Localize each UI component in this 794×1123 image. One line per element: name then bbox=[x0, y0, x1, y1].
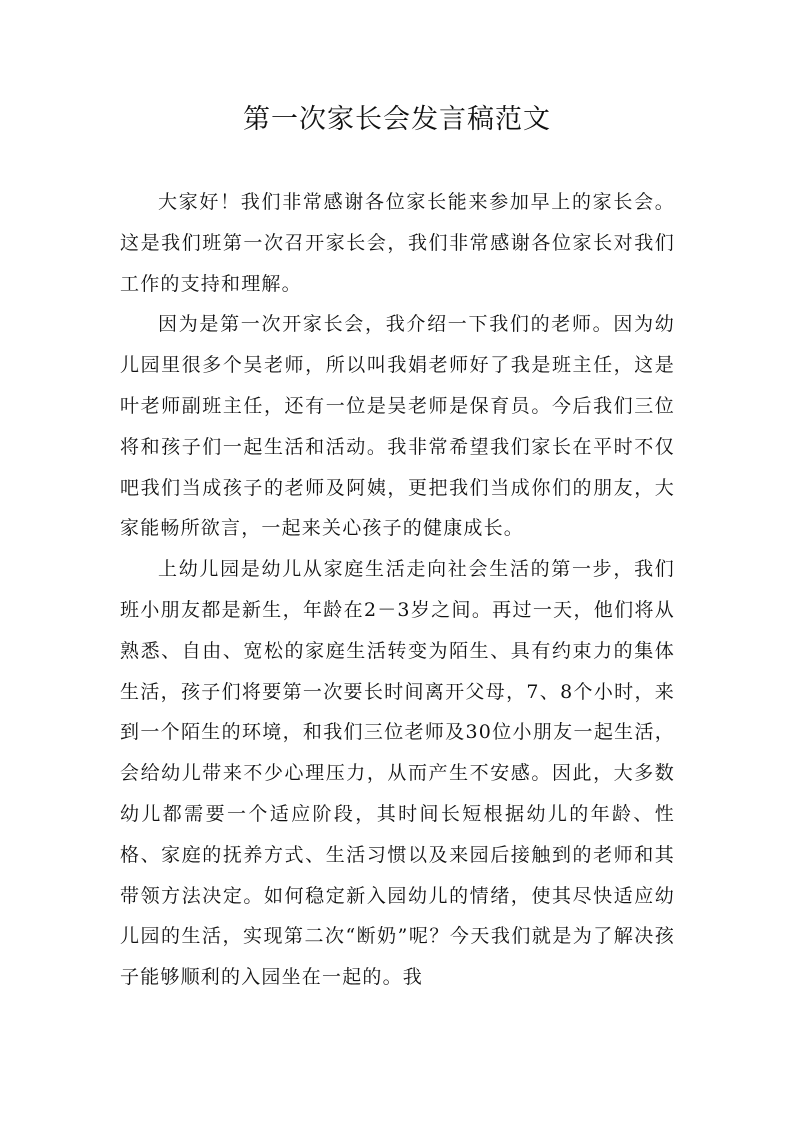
document-body bbox=[120, 182, 675, 998]
paragraph-kindergarten-adaptation: 上幼儿园是幼儿从家庭生活走向社会生活的第一步，我们班小朋友都是新生，年龄在2－3岁之间。再过一天，他们将从熟悉、自由、宽松的家庭生活转变为陌生、具有约束力的集体生活，孩子们将要第一次要长时间离开父母，7、8个小时，来到一个陌生的环境，和我们三位老师及30位小朋友一起生活，会给幼儿带来不少心理压力，从而产生不安感。因此，大多数幼儿都需要一个适应阶段，其时间长短根据幼儿的年龄、性格、家庭的抚养方式、生活习惯以及来园后接触到的老师和其带领方法决定。如何稳定新入园幼儿的情绪，使其尽快适应幼儿园的生活，实现第二次“断奶”呢？今天我们就是为了解决孩子能够顺利的入园坐在一起的。我 bbox=[120, 558, 675, 989]
document-title: 第一次家长会发言稿范文 bbox=[243, 104, 551, 135]
paragraph-greeting: 大家好！我们非常感谢各位家长能来参加早上的家长会。这是我们班第一次召开家长会，我们非常感谢各位家长对我们工作的支持和理解。 bbox=[120, 191, 675, 295]
paragraph-teacher-introduction: 因为是第一次开家长会，我介绍一下我们的老师。因为幼儿园里很多个吴老师，所以叫我娟老师好了我是班主任，这是叶老师副班主任，还有一位是吴老师是保育员。今后我们三位将和孩子们一起生活和活动。我非常希望我们家长在平时不仅吧我们当成孩子的老师及阿姨，更把我们当成你们的朋友，大家能畅所欲言，一起来关心孩子的健康成长。 bbox=[120, 313, 675, 540]
